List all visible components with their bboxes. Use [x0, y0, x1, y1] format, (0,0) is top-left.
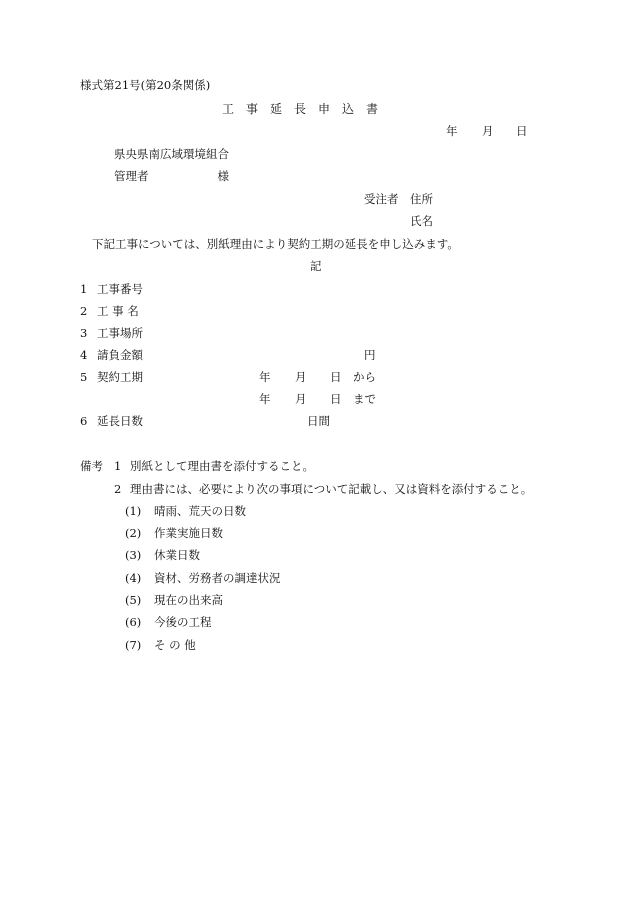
item-label-contract-amount: 請負金額	[97, 348, 143, 362]
subitem-text: 作業実施日数	[154, 526, 223, 540]
remark-number: 2	[114, 482, 122, 496]
remark-number: 1	[114, 459, 122, 473]
item-number: 6	[80, 414, 88, 428]
period-to-month: 月	[295, 392, 307, 406]
item-label-construction-number: 工事番号	[97, 282, 143, 296]
remarks-label: 備考	[80, 459, 103, 473]
remark-text: 別紙として理由書を添付すること。	[130, 459, 314, 473]
subitem-text: 現在の出来高	[154, 593, 223, 607]
period-to-year: 年	[259, 392, 271, 406]
subitem-text: 晴雨、荒天の日数	[154, 504, 246, 518]
document-title: 工 事 延 長 申 込 書	[222, 102, 379, 116]
subitem-number: (5)	[125, 593, 142, 607]
applicant-address-label: 住所	[410, 192, 433, 206]
item-number: 3	[80, 326, 88, 340]
period-to-suffix: まで	[353, 392, 376, 406]
addressee-manager: 管理者 様	[114, 169, 229, 183]
subitem-number: (4)	[125, 571, 142, 585]
subitem-number: (2)	[125, 526, 142, 540]
addressee-organization: 県央県南広域環境組合	[114, 147, 229, 161]
date-year: 年	[446, 124, 458, 138]
item-label-construction-site: 工事場所	[97, 326, 143, 340]
item-label-contract-period: 契約工期	[97, 370, 143, 384]
item-number: 1	[80, 282, 88, 296]
subitem-number: (3)	[125, 548, 142, 562]
item-number: 4	[80, 348, 88, 362]
subitem-text: 休業日数	[154, 548, 200, 562]
period-to-day: 日	[330, 392, 342, 406]
subitem-number: (7)	[125, 638, 142, 652]
period-from-month: 月	[295, 370, 307, 384]
applicant-name-label: 氏名	[410, 214, 433, 228]
extension-days-unit: 日間	[307, 414, 330, 428]
subitem-text: そ の 他	[154, 638, 196, 652]
period-from-day: 日	[330, 370, 342, 384]
ki-heading: 記	[310, 259, 322, 273]
item-number: 2	[80, 304, 88, 318]
applicant-label: 受注者	[364, 192, 399, 206]
period-from-year: 年	[259, 370, 271, 384]
contract-amount-unit: 円	[364, 348, 376, 362]
item-label-construction-name: 工 事 名	[97, 304, 139, 318]
intro-text: 下記工事については、別紙理由により契約工期の延長を申し込みます。	[92, 237, 459, 251]
date-day: 日	[516, 124, 528, 138]
subitem-text: 資材、労務者の調達状況	[154, 571, 281, 585]
form-number: 様式第21号(第20条関係)	[80, 78, 211, 92]
subitem-text: 今後の工程	[154, 615, 212, 629]
date-month: 月	[482, 124, 494, 138]
period-from-suffix: から	[353, 370, 376, 384]
subitem-number: (6)	[125, 615, 142, 629]
remark-text: 理由書には、必要により次の事項について記載し、又は資料を添付すること。	[130, 482, 533, 496]
item-number: 5	[80, 370, 88, 384]
item-label-extension-days: 延長日数	[97, 414, 143, 428]
subitem-number: (1)	[125, 504, 142, 518]
